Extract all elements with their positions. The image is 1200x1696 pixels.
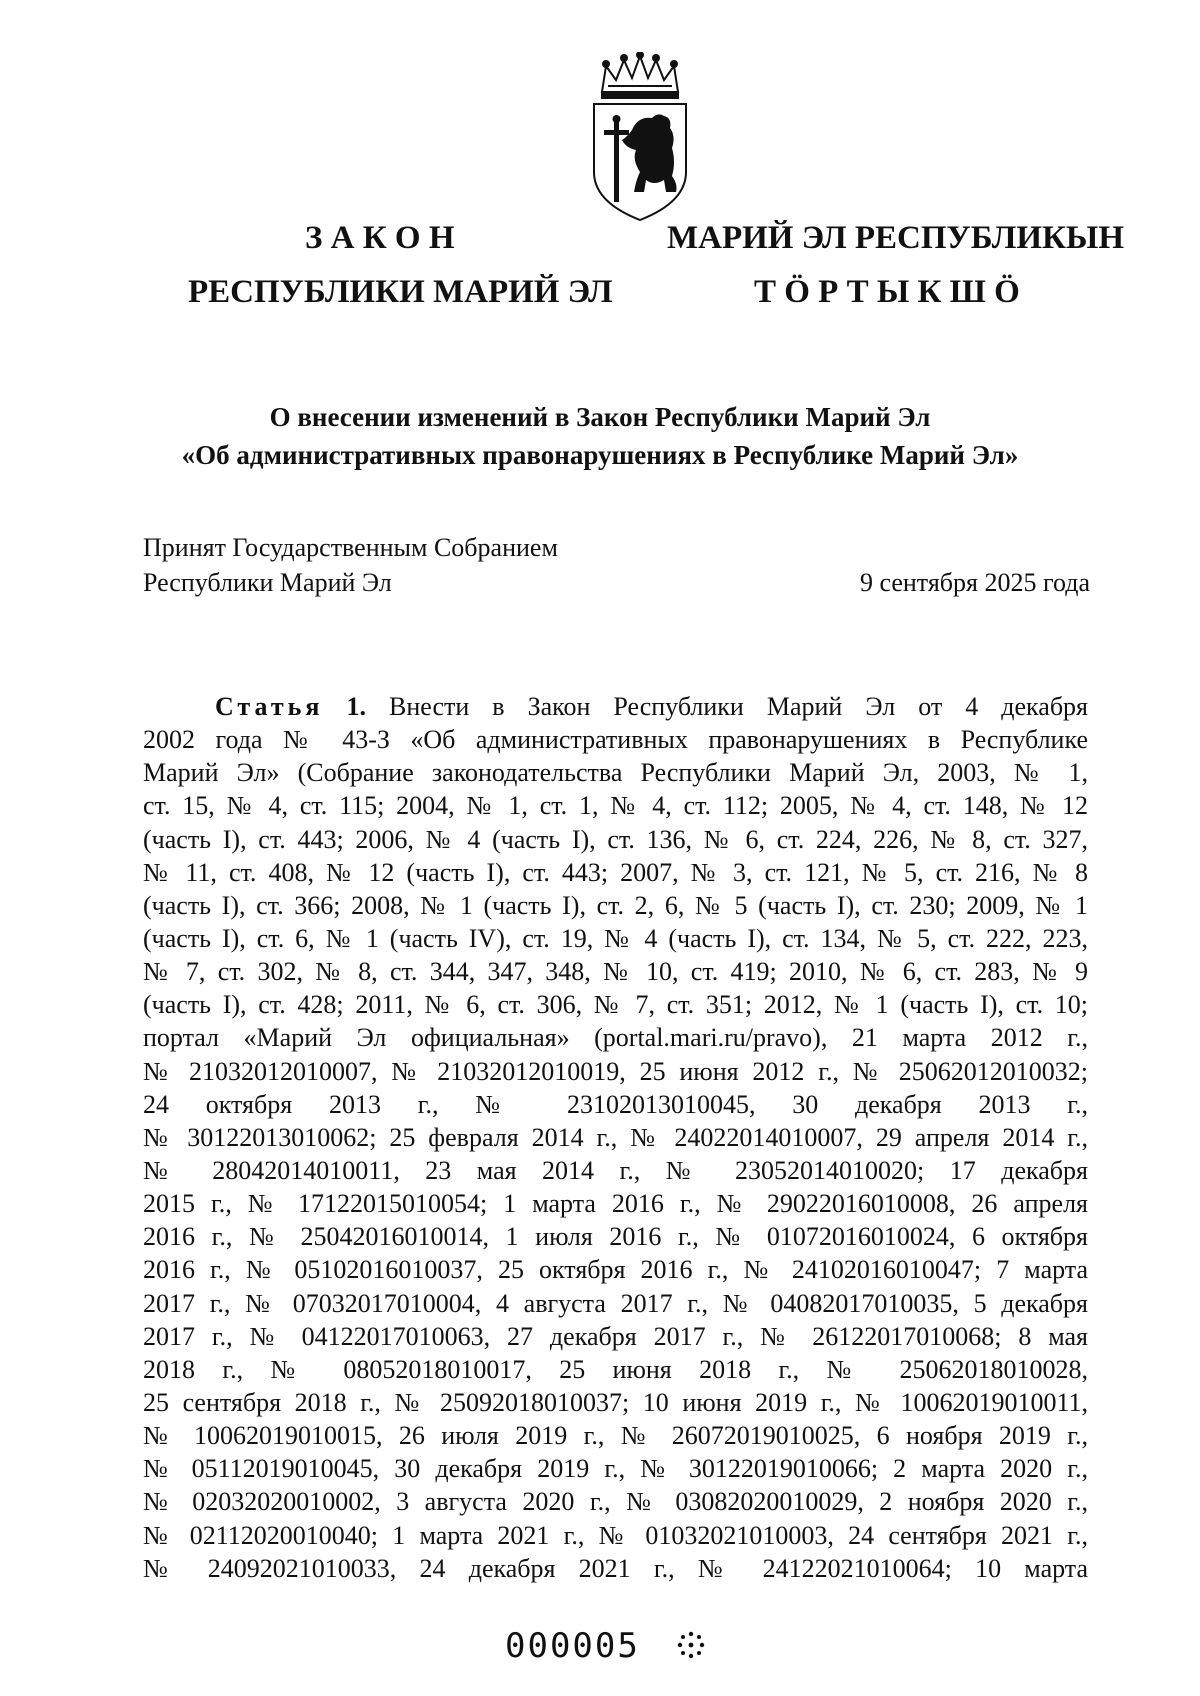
adoption-date: 9 сентября 2025 года xyxy=(859,568,1090,597)
article-line: Марий Эл» (Собрание законодательства Республики Марий Эл, 2003, № 1, xyxy=(143,758,1088,788)
article-line: 2002 года № 43-З «Об административных правонарушениях в Республике xyxy=(143,725,1088,755)
article-line: ст. 15, № 4, ст. 115; 2004, № 1, ст. 1, № 4, ст. 112; 2005, № 4, ст. 148, № 12 xyxy=(143,791,1088,821)
article-1-text xyxy=(143,690,1088,1585)
adoption-line2: Республики Марий Эл xyxy=(143,568,392,597)
article-label: Статья xyxy=(215,692,324,721)
article-line: 2015 г., № 17122015010054; 1 марта 2016 г., № 29022016010008, 26 апреля xyxy=(143,1189,1088,1219)
article-line: 24 октября 2013 г., № 23102013010045, 30 декабря 2013 г., xyxy=(143,1089,1088,1119)
adoption-info xyxy=(143,530,558,600)
article-line: 2016 г., № 05102016010037, 25 октября 2016 г., № 24102016010047; 7 марта xyxy=(143,1255,1088,1285)
article-line: № 10062019010015, 26 июля 2019 г., № 26072019010025, 6 ноября 2019 г., xyxy=(143,1421,1088,1451)
article-line: № 02112020010040; 1 марта 2021 г., № 01032021010003, 24 сентября 2021 г., xyxy=(143,1520,1088,1550)
header-zakon-mari: Т Ö Р Т Ы К Ш Ö xyxy=(754,274,1020,310)
article-line: портал «Марий Эл официальная» (portal.mari.ru/pravo), 21 марта 2012 г., xyxy=(143,1023,1088,1053)
coat-of-arms-icon xyxy=(580,52,700,222)
article-line: (часть I), ст. 6, № 1 (часть IV), ст. 19, № 4 (часть I), ст. 134, № 5, ст. 222, 223, xyxy=(143,923,1088,953)
asterisk-mark-icon xyxy=(676,1630,706,1660)
law-title xyxy=(0,398,1200,474)
article-line: 25 сентября 2018 г., № 25092018010037; 10 июня 2019 г., № 10062019010011, xyxy=(143,1387,1088,1417)
article-line: (часть I), ст. 428; 2011, № 6, ст. 306, № 7, ст. 351; 2012, № 1 (часть I), ст. 10; xyxy=(143,990,1088,1020)
article-line: № 28042014010011, 23 мая 2014 г., № 23052014010020; 17 декабря xyxy=(143,1155,1088,1185)
article-line: № 24092021010033, 24 декабря 2021 г., № 24122021010064; 10 марта xyxy=(143,1553,1088,1583)
article-line: (часть I), ст. 443; 2006, № 4 (часть I), ст. 136, № 6, ст. 224, 226, № 8, ст. 327, xyxy=(143,824,1088,854)
article-line: № 21032012010007, № 21032012010019, 25 июня 2012 г., № 25062012010032; xyxy=(143,1056,1088,1086)
law-title-line1: О внесении изменений в Закон Республики Марий Эл xyxy=(269,402,931,432)
article-line: 2017 г., № 04122017010063, 27 декабря 2017 г., № 26122017010068; 8 мая xyxy=(143,1321,1088,1351)
adoption-line1: Принят Государственным Собранием xyxy=(143,533,558,562)
article-line: № 05112019010045, 30 декабря 2019 г., № 30122019010066; 2 марта 2020 г., xyxy=(143,1454,1088,1484)
article-line: (часть I), ст. 366; 2008, № 1 (часть I), ст. 2, 6, № 5 (часть I), ст. 230; 2009, № 1 xyxy=(143,890,1088,920)
header-republic-ru: РЕСПУБЛИКИ МАРИЙ ЭЛ xyxy=(188,274,613,310)
article-line: № 7, ст. 302, № 8, ст. 344, 347, 348, № 10, ст. 419; 2010, № 6, ст. 283, № 9 xyxy=(143,957,1088,987)
article-line: № 11, ст. 408, № 12 (часть I), ст. 443; 2007, № 3, ст. 121, № 5, ст. 216, № 8 xyxy=(143,857,1088,887)
header-republic-mari: МАРИЙ ЭЛ РЕСПУБЛИКЫН xyxy=(667,220,1125,256)
article-line: 2016 г., № 25042016010014, 1 июля 2016 г., № 01072016010024, 6 октября xyxy=(143,1222,1088,1252)
article-line: Статья 1. Внести в Закон Республики Марий Эл от 4 декабря xyxy=(215,692,1089,721)
header-zakon: З А К О Н xyxy=(305,220,455,256)
article-number: 1. xyxy=(346,692,366,721)
article-line: 2017 г., № 07032017010004, 4 августа 2017 г., № 04082017010035, 5 декабря xyxy=(143,1288,1088,1318)
law-title-line2: «Об административных правонарушениях в Республике Марий Эл» xyxy=(181,440,1019,470)
article-line: 2018 г., № 08052018010017, 25 июня 2018 г., № 25062018010028, xyxy=(143,1354,1088,1384)
article-line: № 02032020010002, 3 августа 2020 г., № 03082020010029, 2 ноября 2020 г., xyxy=(143,1487,1088,1517)
document-serial-number: 000005 xyxy=(505,1626,640,1666)
article-line: № 30122013010062; 25 февраля 2014 г., № 24022014010007, 29 апреля 2014 г., xyxy=(143,1122,1088,1152)
